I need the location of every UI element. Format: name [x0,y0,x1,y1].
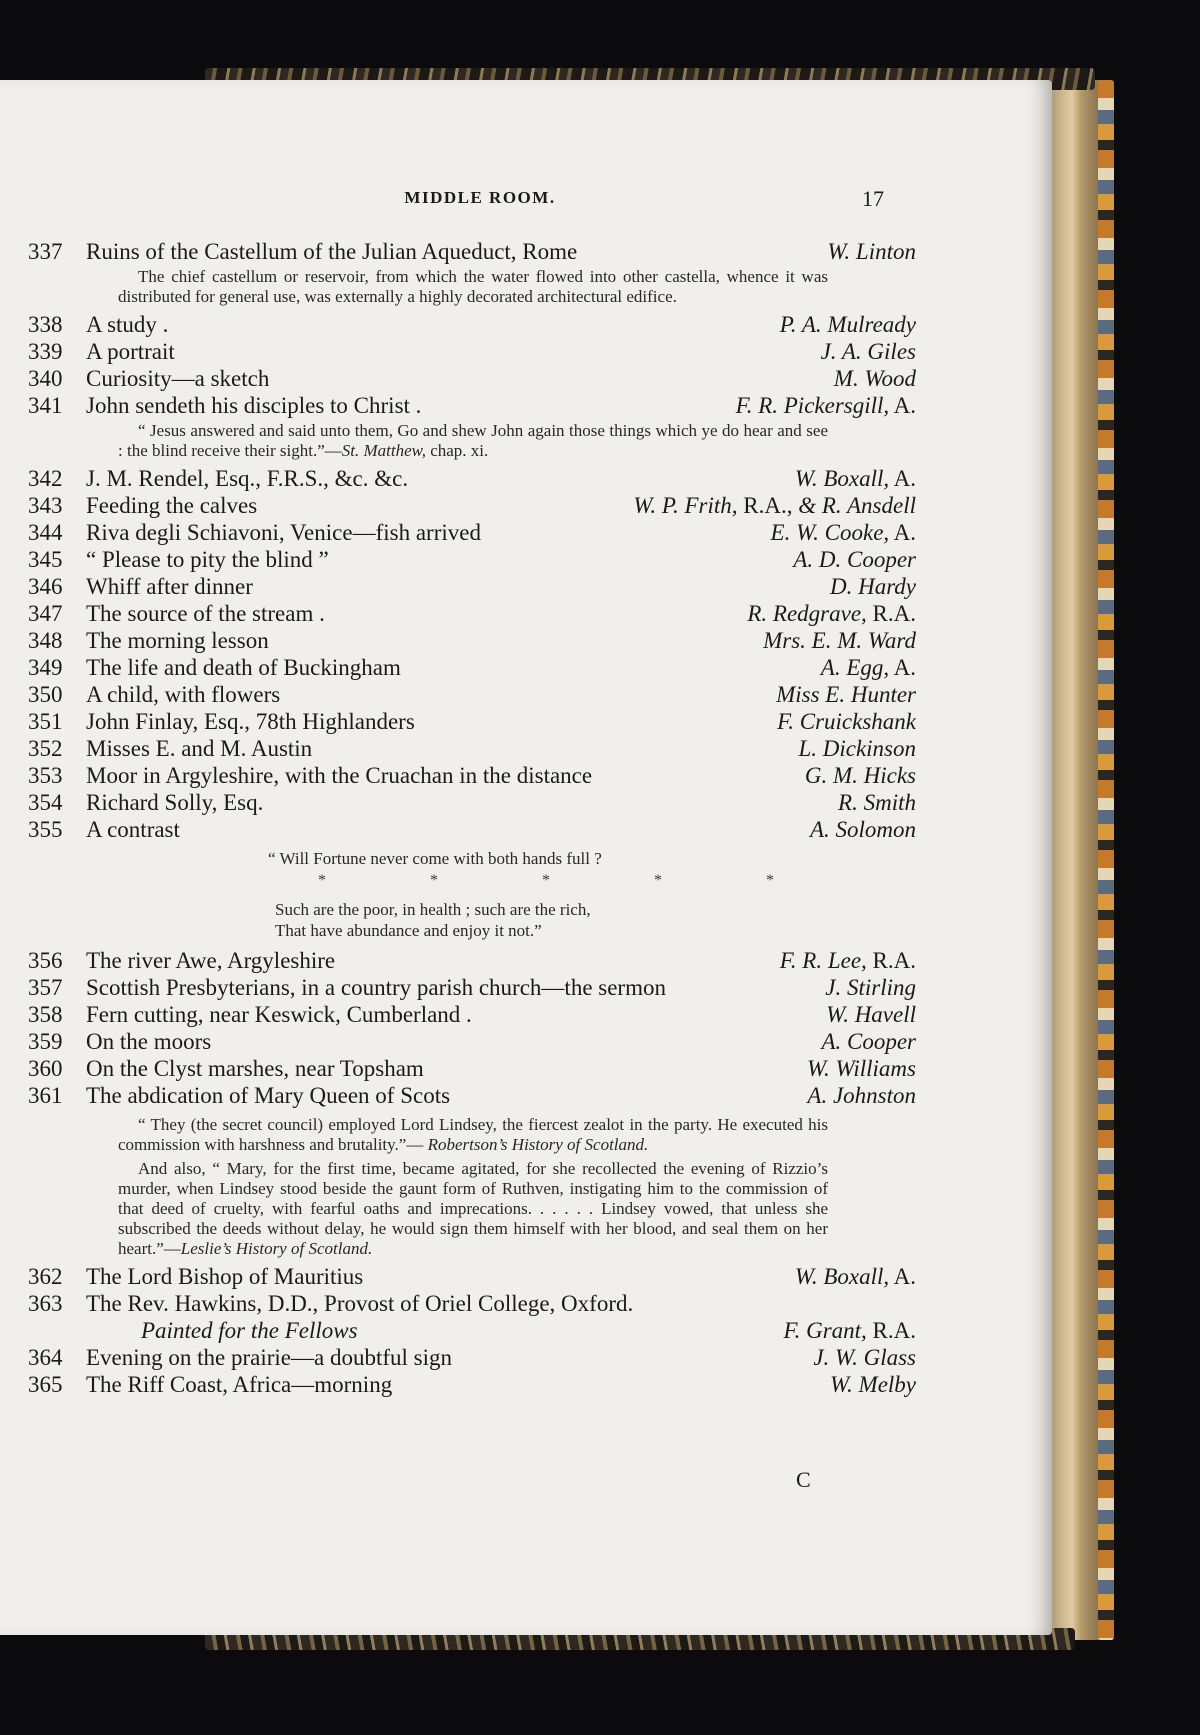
entry-number: 350 [28,682,63,707]
entry-note [118,1115,828,1155]
entry-artist: G. M. Hicks [804,763,916,788]
entry-artist [789,465,916,492]
entry-title: John sendeth his disciples to Christ . [86,393,422,418]
entry-artist: P. A. Mulready [779,312,916,337]
entry-title: Whiff after dinner [86,574,253,599]
entry-title: The morning lesson [86,628,269,653]
entry-artist: F. Cruickshank [777,709,916,734]
catalogue-entry [28,627,916,654]
entry-number: 357 [28,975,63,1000]
entry-artist-name: R. Redgrave, [747,601,867,626]
entry-title: Richard Solly, Esq. [86,790,264,815]
catalogue-entry [28,392,916,419]
entry-artist: A. Cooper [821,1029,916,1054]
entry-artist-suffix: R.A., [737,493,799,518]
marbled-cover-side [1098,80,1114,1640]
catalogue-entry [28,1082,916,1109]
entry-artist: A. Johnston [807,1083,916,1108]
entry-title: Curiosity—a sketch [86,366,270,391]
entry-title: The abdication of Mary Queen of Scots [86,1083,451,1108]
entry-artist: J. A. Giles [820,339,916,364]
entry-title: “ Please to pity the blind ” [86,547,329,572]
entry-number: 361 [28,1083,63,1108]
entry-artist: A. Solomon [809,817,916,842]
entry-title: The Riff Coast, Africa—morning [86,1372,393,1397]
entry-artist: Miss E. Hunter [776,682,916,707]
entry-number: 360 [28,1056,63,1081]
verse-line: “ Will Fortune never come with both hands full ? [268,849,602,868]
entry-note: The chief castellum or reservoir, from which the water flowed into other castella, whence it was distributed for general use, was externally a highly decorated architectural edifice. [118,267,828,306]
catalogue-entry [28,654,916,681]
entry-artist-suffix: A. [889,520,916,545]
entry-number: 364 [28,1345,63,1370]
entry-artist-name: W. Boxall, [794,466,890,491]
entry-artist: W. Havell [826,1002,916,1027]
entry-subline-label: Painted for the Fellows [141,1318,358,1343]
catalogue-entry [28,708,916,735]
catalogue-entry [28,789,916,816]
catalogue-list [28,238,916,1398]
catalogue-entry [28,1290,908,1317]
entry-title: Scottish Presbyterians, in a country parish church—the sermon [86,975,666,1000]
entry-title: A study . [86,312,169,337]
entry-artist-suffix: A. [889,1264,916,1289]
verse-line: That have abundance and enjoy it not.” [275,921,542,940]
entry-number: 346 [28,574,63,599]
catalogue-entry [28,311,916,338]
entry-artist: J. Stirling [825,975,916,1000]
entry-number: 343 [28,493,63,518]
entry-title: A child, with flowers [86,682,281,707]
catalogue-entry [28,947,916,974]
catalogue-entry [28,816,916,843]
catalogue-entry [28,492,916,519]
entry-artist: Mrs. E. M. Ward [763,628,916,653]
entry-number: 337 [28,239,63,264]
note-citation: Robertson’s History of Scotland. [427,1135,649,1154]
catalogue-entry [28,338,916,365]
entry-title: The river Awe, Argyleshire [86,948,336,973]
entry-artist [741,600,916,627]
note-text: “ Jesus answered and said unto them, Go and shew John again those things which ye do hear and see : the blind receive their sight.”— [118,421,828,460]
entry-number: 352 [28,736,63,761]
entry-title: A contrast [86,817,180,842]
catalogue-entry [28,573,916,600]
catalogue-entry [28,1001,916,1028]
entry-number: 365 [28,1372,63,1397]
entry-artist: W. Linton [827,239,916,264]
entry-number: 345 [28,547,63,572]
entry-artist: M. Wood [833,366,916,391]
page-header-title: MIDDLE ROOM. [404,188,556,207]
entry-number: 354 [28,790,63,815]
entry-artist-name: A. Egg, [820,655,890,680]
catalogue-entry-subline [28,1317,916,1344]
catalogue-entry [28,1055,916,1082]
entry-artist [815,654,916,681]
entry-number: 339 [28,339,63,364]
entry-note [118,421,828,461]
entry-artist-name: F. R. Pickersgill, [735,393,890,418]
entry-title: On the moors [86,1029,212,1054]
entry-artist-second: & R. Ansdell [798,493,916,518]
entry-number: 363 [28,1291,63,1316]
entry-artist-suffix: R.A. [866,1318,916,1343]
entry-artist-name: F. R. Lee, [779,948,867,973]
entry-note [118,1159,828,1259]
verse-line: Such are the poor, in health ; such are the rich, [275,900,591,919]
note-citation: St. Matthew, [341,441,426,460]
entry-artist: L. Dickinson [798,736,916,761]
catalogue-entry [28,974,916,1001]
entry-title: J. M. Rendel, Esq., F.R.S., &c. &c. [86,466,409,491]
entry-artist [730,392,916,419]
book-cover-edge [1045,80,1105,1640]
entry-artist-name: W. P. Frith, [633,493,738,518]
entry-number: 353 [28,763,63,788]
catalogue-entry [28,735,916,762]
note-text-tail: chap. xi. [425,441,489,460]
entry-number: 359 [28,1029,63,1054]
entry-title: Riva degli Schiavoni, Venice—fish arrived [86,520,481,545]
entry-number: 362 [28,1264,63,1289]
entry-artist: W. Williams [806,1056,916,1081]
entry-artist: R. Smith [838,790,916,815]
entry-title: Misses E. and M. Austin [86,736,313,761]
entry-number: 356 [28,948,63,973]
entry-number: 349 [28,655,63,680]
catalogue-entry [28,681,916,708]
entry-artist: D. Hardy [829,574,916,599]
entry-artist-name: W. Boxall, [794,1264,890,1289]
entry-artist [789,1263,916,1290]
entry-artist-suffix: A. [889,466,916,491]
entry-title: The source of the stream . [86,601,325,626]
entry-artist: A. D. Cooper [793,547,916,572]
entry-number: 344 [28,520,63,545]
entry-title: Fern cutting, near Keswick, Cumberland . [86,1002,472,1027]
entry-number: 342 [28,466,63,491]
entry-title: The Rev. Hawkins, D.D., Provost of Oriel College, Oxford. [86,1291,634,1316]
catalogue-entry [28,546,916,573]
catalogue-entry [28,519,916,546]
entry-title: Feeding the calves [86,493,258,518]
entry-artist: W. Melby [829,1372,916,1397]
entry-artist-name: E. W. Cooke, [770,520,890,545]
entry-title: On the Clyst marshes, near Topsham [86,1056,424,1081]
verse-ellipsis-stars: * * * * * [318,872,824,889]
entry-number: 348 [28,628,63,653]
entry-number: 341 [28,393,63,418]
entry-artist-name: F. Grant, [783,1318,867,1343]
entry-artist [765,519,916,546]
entry-number: 347 [28,601,63,626]
entry-artist [778,1317,917,1344]
entry-title: John Finlay, Esq., 78th Highlanders [86,709,415,734]
signature-mark: C [796,1467,811,1492]
entry-artist-suffix: R.A. [866,948,916,973]
entry-number: 355 [28,817,63,842]
catalogue-entry [28,365,916,392]
entry-number: 340 [28,366,63,391]
note-text: And also, “ Mary, for the first time, became agitated, for she recollected the evening of Rizzio’s murder, when Lindsey stood beside the gaunt form of Ruthven, instigating him to the commission of that deed of cruelty, with fearful oaths and imprecations. . . . . . Lindsey vowed, that unless she subscribed the deeds without delay, he would sign them himself with her blood, and seal them on her heart.”— [118,1159,828,1258]
entry-artist-suffix: A. [889,393,916,418]
entry-artist [627,492,916,519]
entry-artist-suffix: R.A. [866,601,916,626]
entry-number: 351 [28,709,63,734]
entry-title: Evening on the prairie—a doubtful sign [86,1345,453,1370]
catalogue-entry [28,238,916,265]
entry-number: 358 [28,1002,63,1027]
entry-title: A portrait [86,339,175,364]
entry-title: The Lord Bishop of Mauritius [86,1264,364,1289]
catalogue-entry [28,1263,916,1290]
catalogue-entry [28,600,916,627]
catalogue-entry [28,1371,916,1398]
entry-title: The life and death of Buckingham [86,655,401,680]
page-number: 17 [862,186,884,211]
entry-artist: J. W. Glass [813,1345,916,1370]
entry-artist-suffix: A. [889,655,916,680]
entry-number: 338 [28,312,63,337]
catalogue-entry [28,1028,916,1055]
catalogue-entry [28,465,916,492]
note-citation: Leslie’s History of Scotland. [180,1239,373,1258]
catalogue-entry [28,762,916,789]
entry-artist [774,947,916,974]
catalogue-entry [28,1344,916,1371]
note-text: “ They (the secret council) employed Lord Lindsey, the fiercest zealot in the party. He executed his commission with harshness and brutality.”— [118,1115,828,1154]
entry-title: Ruins of the Castellum of the Julian Aqueduct, Rome [86,239,578,264]
entry-title: Moor in Argyleshire, with the Cruachan in the distance [86,763,593,788]
